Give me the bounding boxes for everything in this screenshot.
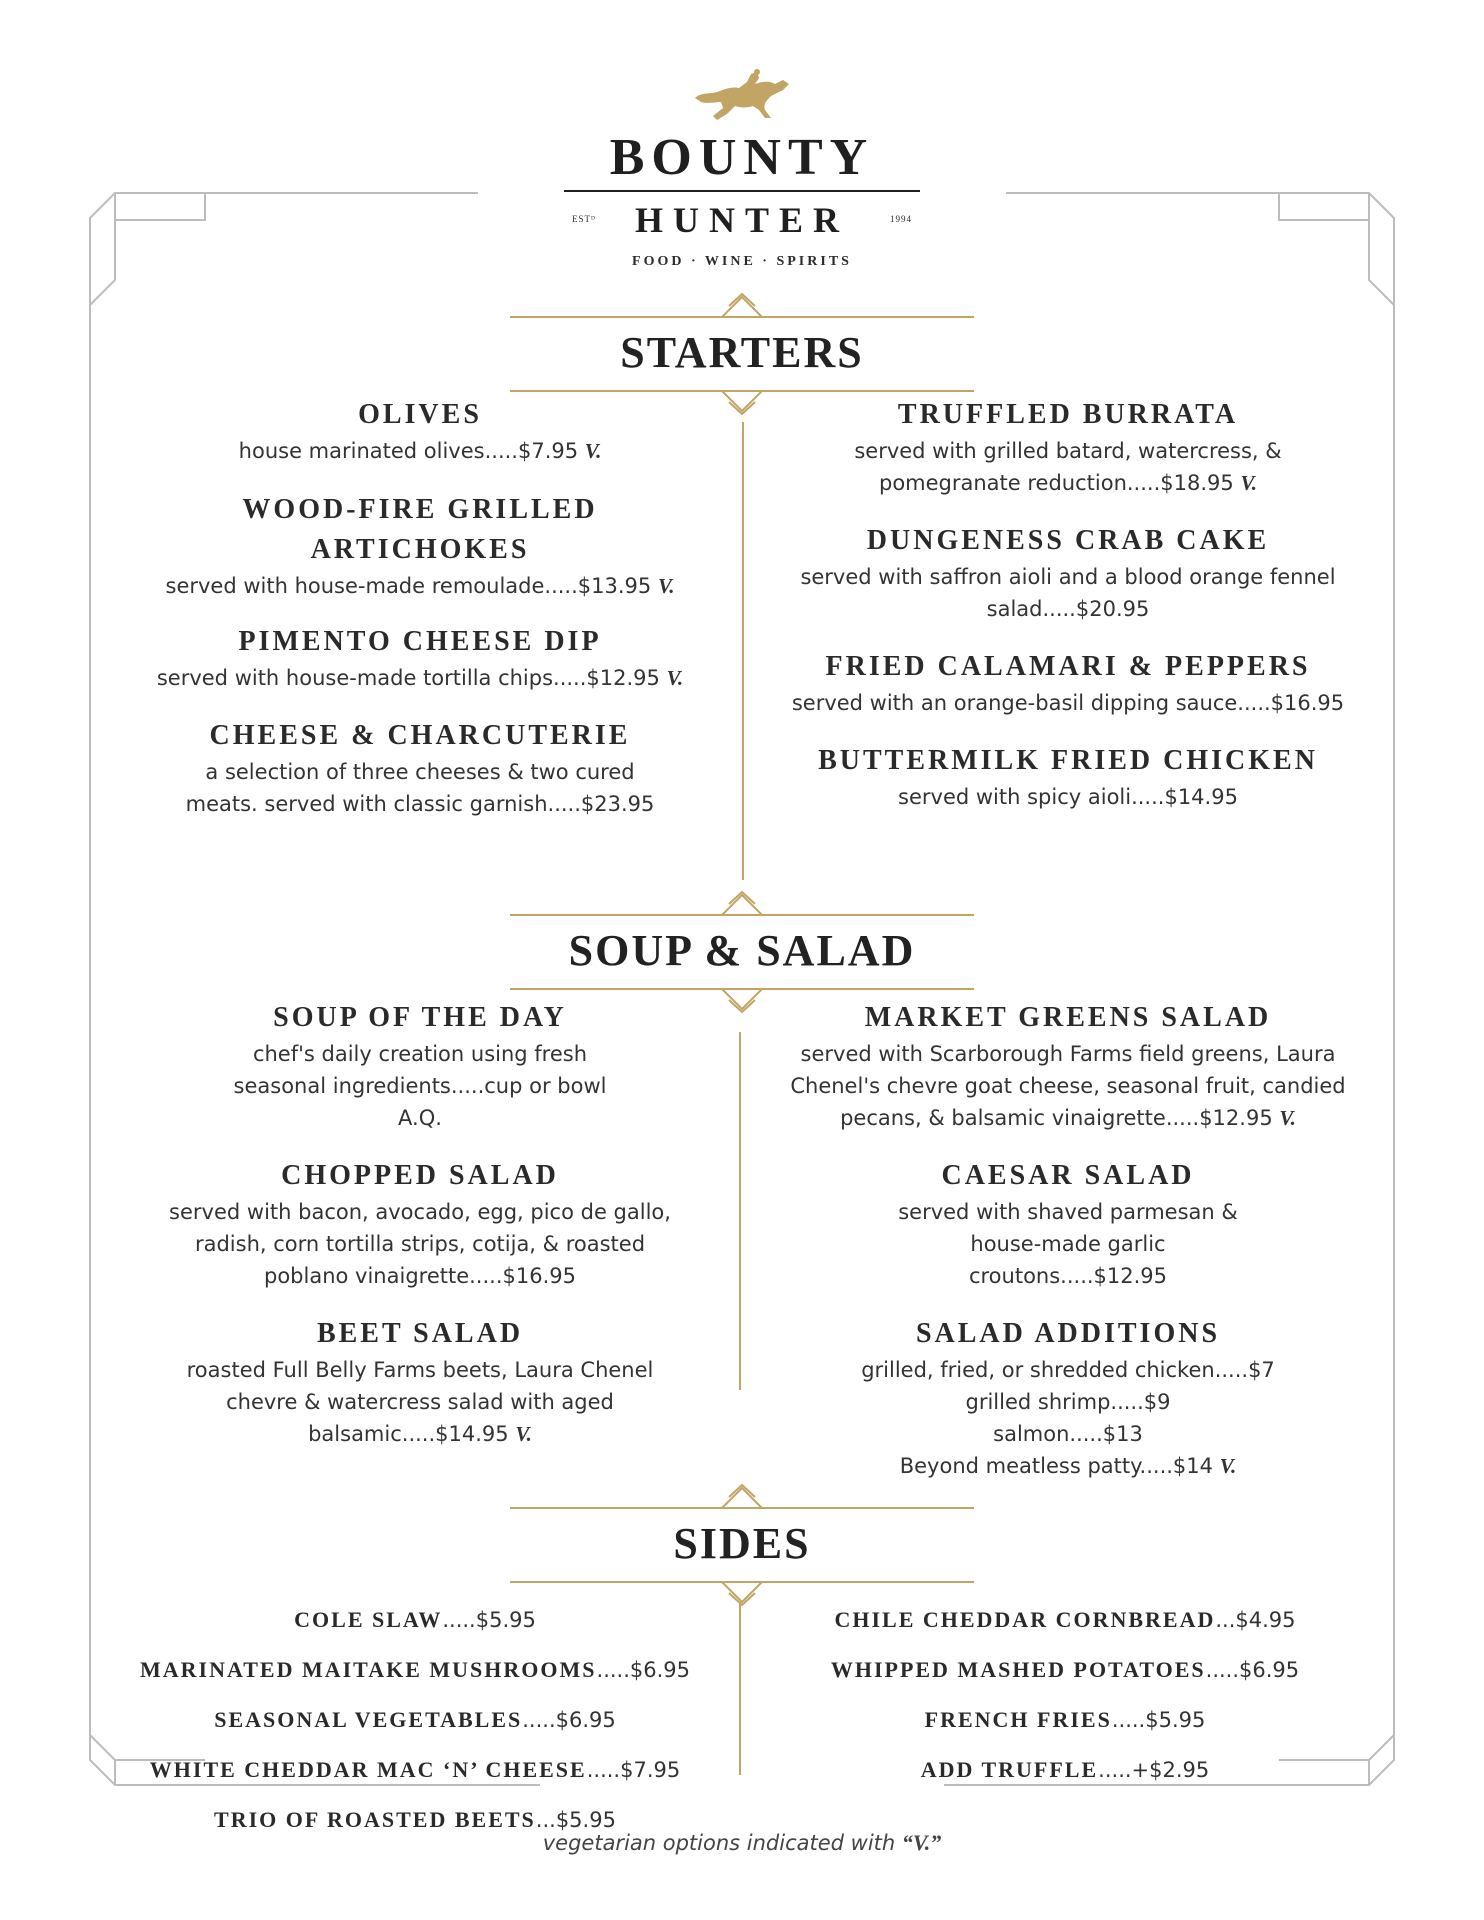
vegetarian-mark: “V.” bbox=[901, 1830, 942, 1855]
side-name: MARINATED MAITAKE MUSHROOMS bbox=[139, 1657, 597, 1682]
menu-item-beet-salad bbox=[130, 1314, 710, 1450]
item-desc-text: served with bacon, avocado, egg, pico de gallo, radish, corn tortilla strips, cotija, & roasted poblano vinaigrette.....$16.95 bbox=[169, 1200, 671, 1288]
side-name: CHILE CHEDDAR CORNBREAD bbox=[834, 1607, 1216, 1632]
item-name: SALAD ADDITIONS bbox=[915, 1318, 1221, 1349]
side-name: WHIPPED MASHED POTATOES bbox=[830, 1657, 1206, 1682]
item-name: BUTTERMILK FRIED CHICKEN bbox=[818, 745, 1318, 776]
menu-item-truffled-burrata bbox=[778, 395, 1358, 499]
addition-line: grilled, fried, or shredded chicken.....$7 bbox=[861, 1358, 1275, 1382]
menu-item-caesar-salad bbox=[778, 1156, 1358, 1292]
item-name: CHEESE & CHARCUTERIE bbox=[209, 720, 631, 751]
side-price: .....$5.95 bbox=[442, 1608, 536, 1632]
side-price: .....$5.95 bbox=[1111, 1708, 1206, 1732]
footnote-text: vegetarian options indicated with bbox=[542, 1831, 896, 1855]
item-desc-text: house marinated olives.....$7.95 bbox=[238, 439, 579, 463]
item-name: WOOD-FIRE GRILLED ARTICHOKES bbox=[242, 494, 598, 565]
item-description bbox=[130, 570, 710, 602]
menu-item-salad-additions bbox=[778, 1314, 1358, 1482]
section-title-starters: STARTERS bbox=[620, 328, 864, 377]
item-name: DUNGENESS CRAB CAKE bbox=[866, 525, 1270, 556]
vegetarian-mark: V. bbox=[1279, 1106, 1296, 1130]
side-item bbox=[760, 1645, 1370, 1695]
addition-line: grilled shrimp.....$9 bbox=[965, 1390, 1171, 1414]
side-price: .....$6.95 bbox=[522, 1708, 616, 1732]
menu-item-olives bbox=[130, 395, 710, 467]
item-desc-text: served with spicy aioli.....$14.95 bbox=[898, 785, 1238, 809]
side-name: ADD TRUFFLE bbox=[920, 1757, 1099, 1782]
side-item bbox=[110, 1595, 720, 1645]
addition-line: Beyond meatless patty.....$14 bbox=[899, 1454, 1214, 1478]
addition-line: salmon.....$13 bbox=[993, 1422, 1143, 1446]
side-item bbox=[760, 1595, 1370, 1645]
section-title-soup-salad: SOUP & SALAD bbox=[568, 926, 916, 975]
item-name: MARKET GREENS SALAD bbox=[864, 1002, 1272, 1033]
menu-item-soup-of-the-day bbox=[130, 998, 710, 1134]
item-desc-text: a selection of three cheeses & two cured meats. served with classic garnish.....$23.95 bbox=[185, 760, 655, 816]
addition-line-veg bbox=[778, 1450, 1358, 1482]
item-desc-text: chef's daily creation using fresh seasonal ingredients.....cup or bowl A.Q. bbox=[233, 1042, 607, 1130]
section-title-sides: SIDES bbox=[673, 1519, 811, 1568]
side-price: .....+$2.95 bbox=[1098, 1758, 1210, 1782]
brand-rule bbox=[564, 190, 920, 192]
vegetarian-mark: V. bbox=[666, 666, 684, 690]
est-label: ESTᴰ bbox=[572, 214, 596, 224]
vegetarian-mark: V. bbox=[1240, 471, 1257, 495]
menu-item-chopped-salad bbox=[130, 1156, 710, 1292]
menu-item-cheese-charcuterie bbox=[130, 716, 710, 820]
item-name: PIMENTO CHEESE DIP bbox=[238, 626, 602, 657]
item-description bbox=[778, 1038, 1358, 1134]
starters-right-column bbox=[778, 395, 1358, 813]
side-name: TRIO OF ROASTED BEETS bbox=[214, 1807, 536, 1832]
item-desc-text: served with house-made tortilla chips.....$12.95 bbox=[156, 666, 660, 690]
side-price: .....$7.95 bbox=[586, 1758, 681, 1782]
menu-item-fried-calamari bbox=[778, 647, 1358, 719]
starters-left-column bbox=[130, 395, 710, 820]
item-description bbox=[130, 435, 710, 467]
item-description bbox=[130, 1354, 710, 1450]
vegetarian-mark: V. bbox=[584, 439, 602, 463]
side-name: SEASONAL VEGETABLES bbox=[214, 1707, 523, 1732]
item-desc-text: served with Scarborough Farms field greens, Laura Chenel's chevre goat cheese, seasonal fruit, candied pecans, & balsamic vinaigrette.....$12.95 bbox=[790, 1042, 1346, 1130]
vegetarian-footnote bbox=[0, 1830, 1484, 1856]
menu-item-market-greens-salad bbox=[778, 998, 1358, 1134]
brand-tagline: FOOD · WINE · SPIRITS bbox=[632, 254, 852, 269]
soup-salad-left-column bbox=[130, 998, 710, 1450]
item-name: CAESAR SALAD bbox=[941, 1160, 1195, 1191]
vegetarian-mark: V. bbox=[1219, 1454, 1237, 1478]
menu-item-pimento-cheese-dip bbox=[130, 622, 710, 694]
item-description bbox=[778, 435, 1358, 499]
side-item bbox=[110, 1695, 720, 1745]
sides-right-column bbox=[760, 1595, 1370, 1795]
item-name: TRUFFLED BURRATA bbox=[897, 399, 1239, 430]
bounty-hunter-logo bbox=[552, 64, 932, 284]
side-item bbox=[760, 1695, 1370, 1745]
horse-rider-icon bbox=[687, 68, 797, 128]
side-price: .....$6.95 bbox=[596, 1658, 691, 1682]
vegetarian-mark: V. bbox=[515, 1422, 532, 1446]
side-name: COLE SLAW bbox=[294, 1607, 443, 1632]
side-name: WHITE CHEDDAR MAC ‘N’ CHEESE bbox=[149, 1757, 587, 1782]
item-desc-text: served with grilled batard, watercress, & pomegranate reduction.....$18.95 bbox=[854, 439, 1282, 495]
item-name: BEET SALAD bbox=[316, 1318, 524, 1349]
sides-left-column bbox=[110, 1595, 720, 1845]
soup-salad-right-column bbox=[778, 998, 1358, 1482]
item-desc-text: served with shaved parmesan & house-made garlic croutons.....$12.95 bbox=[898, 1200, 1238, 1288]
item-desc-text: served with saffron aioli and a blood orange fennel salad.....$20.95 bbox=[800, 565, 1336, 621]
brand-name-line1: BOUNTY bbox=[609, 129, 875, 186]
item-desc-text: roasted Full Belly Farms beets, Laura Chenel chevre & watercress salad with aged balsamic.....$14.95 bbox=[186, 1358, 654, 1446]
item-desc-text: served with house-made remoulade.....$13.95 bbox=[165, 574, 652, 598]
menu-item-dungeness-crab-cake bbox=[778, 521, 1358, 625]
est-year: 1994 bbox=[890, 214, 912, 224]
item-name: SOUP OF THE DAY bbox=[273, 1002, 567, 1033]
menu-item-artichokes bbox=[130, 490, 710, 602]
item-name: OLIVES bbox=[358, 399, 482, 430]
item-name: CHOPPED SALAD bbox=[281, 1160, 559, 1191]
side-price: ...$4.95 bbox=[1215, 1608, 1296, 1632]
menu-item-buttermilk-fried-chicken bbox=[778, 741, 1358, 813]
side-name: FRENCH FRIES bbox=[924, 1707, 1112, 1732]
side-price: ...$5.95 bbox=[535, 1808, 616, 1832]
item-name: FRIED CALAMARI & PEPPERS bbox=[825, 651, 1311, 682]
side-price: .....$6.95 bbox=[1205, 1658, 1300, 1682]
item-desc-text: served with an orange-basil dipping sauce.....$16.95 bbox=[791, 691, 1345, 715]
side-item bbox=[110, 1645, 720, 1695]
brand-name-line2: HUNTER bbox=[634, 200, 850, 240]
vegetarian-mark: V. bbox=[657, 574, 675, 598]
side-item bbox=[760, 1745, 1370, 1795]
item-description bbox=[130, 662, 710, 694]
side-item bbox=[110, 1745, 720, 1795]
